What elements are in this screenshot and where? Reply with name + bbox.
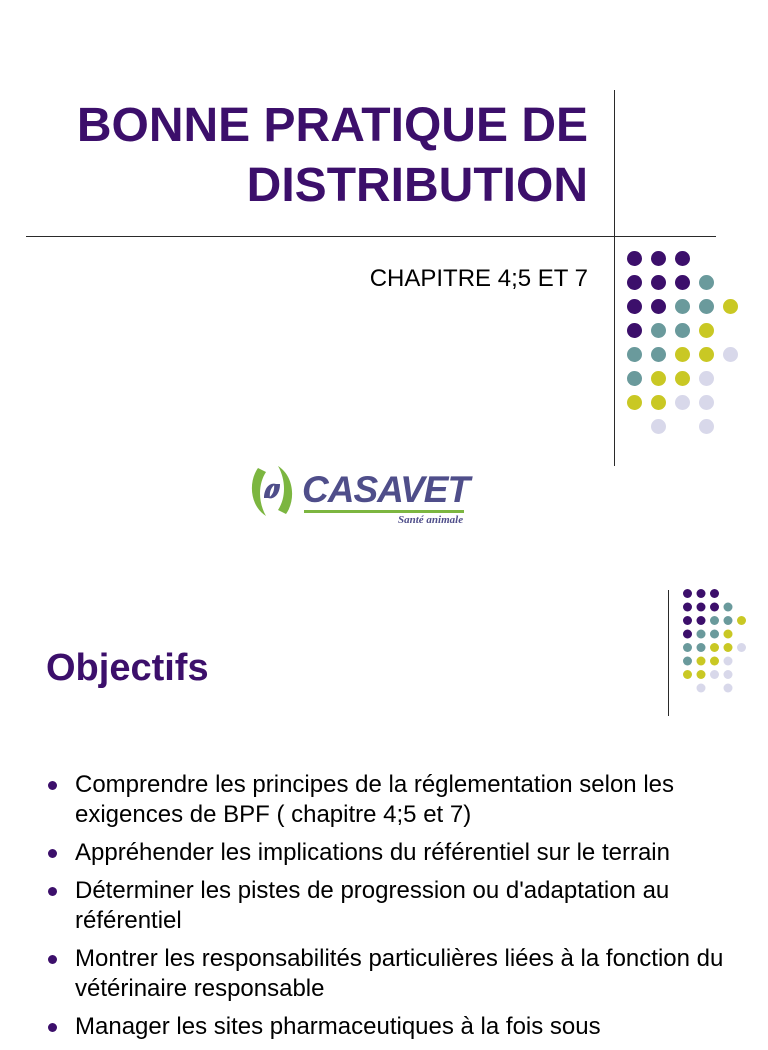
objectives-list [46,770,736,1050]
objective-item [46,1012,736,1042]
decorative-dot [724,616,733,625]
objective-text: Comprendre les principes de la réglementation selon les exigences de BPF ( chapitre 4;5 et 7) [75,771,674,828]
decorative-dot [710,630,719,639]
slide-title-line-1: BONNE PRATIQUE DE [76,99,588,152]
decorative-dot [710,657,719,666]
logo-wordmark: CASAVET [302,469,470,510]
decorative-dot [683,643,692,652]
slide-subtitle: CHAPITRE 4;5 ET 7 [369,265,588,292]
decorative-dot [697,684,706,693]
decorative-dot [724,630,733,639]
bullet-dot-icon [48,849,57,858]
logo-tagline: Santé animale [398,514,464,526]
decorative-dot [724,684,733,693]
decorative-dot [724,670,733,679]
objective-item [46,876,736,936]
decorative-dot [683,630,692,639]
decorative-dot [710,616,719,625]
objective-text: Appréhender les implications du référentiel sur le terrain [75,839,670,866]
decorative-dot [683,616,692,625]
decorative-dot [697,643,706,652]
decorative-dot [724,603,733,612]
decorative-dot [724,657,733,666]
decorative-dot [683,603,692,612]
decorative-dot [737,616,746,625]
decorative-dot [683,589,692,598]
bullet-dot-icon [48,781,57,790]
decorative-dot [710,670,719,679]
decorative-dot [697,670,706,679]
decorative-dot-grid-small [682,588,758,698]
objective-item [46,770,736,830]
decorative-dot [697,630,706,639]
objective-item [46,944,736,1004]
decorative-dot [683,670,692,679]
decorative-dot [683,657,692,666]
decorative-dot [710,603,719,612]
decorative-dot [697,616,706,625]
objectives-heading: Objectifs [46,647,209,689]
decorative-dot [710,589,719,598]
decorative-dot [710,643,719,652]
decorative-dot [724,643,733,652]
vertical-divider-small [668,590,669,716]
objective-text: Déterminer les pistes de progression ou d'adaptation au référentiel [75,877,670,934]
decorative-dot [737,643,746,652]
objective-text: Montrer les responsabilités particulières liées à la fonction du vétérinaire responsable [75,945,724,1002]
slide-title-line-2: DISTRIBUTION [246,159,588,212]
objective-item [46,838,736,868]
decorative-dot [697,657,706,666]
bullet-dot-icon [48,887,57,896]
bullet-dot-icon [48,955,57,964]
bullet-dot-icon [48,1023,57,1032]
decorative-dot [697,603,706,612]
objective-text: Manager les sites pharmaceutiques à la fois sous [75,1013,601,1040]
decorative-dot [697,589,706,598]
